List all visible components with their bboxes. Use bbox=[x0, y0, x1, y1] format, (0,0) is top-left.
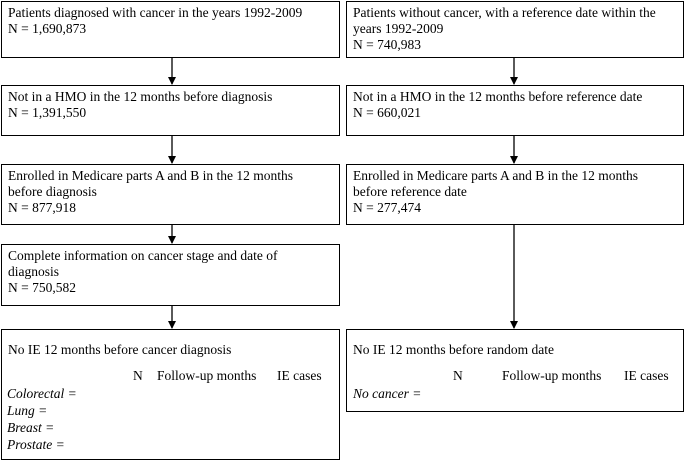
final-title: No IE 12 months before random date bbox=[353, 342, 554, 357]
text-line: Enrolled in Medicare parts A and B in the 12 months bbox=[353, 168, 638, 183]
header-follow-up: Follow-up months bbox=[502, 368, 602, 383]
count-line: N = 1,690,873 bbox=[8, 21, 87, 36]
text-line: Not in a HMO in the 12 months before diagnosis bbox=[8, 89, 273, 104]
count-line: N = 277,474 bbox=[353, 200, 421, 215]
right-box-medicare bbox=[346, 164, 684, 225]
header-ie-cases: IE cases bbox=[624, 368, 669, 383]
count-line: N = 660,021 bbox=[353, 105, 421, 120]
right-box-not-hmo bbox=[346, 85, 684, 136]
row-label: No cancer = bbox=[353, 386, 422, 401]
text-line: Enrolled in Medicare parts A and B in the 12 months bbox=[8, 168, 293, 183]
text-line: years 1992-2009 bbox=[353, 21, 444, 36]
row-label: Prostate = bbox=[7, 437, 65, 452]
count-line: N = 877,918 bbox=[8, 200, 76, 215]
header-n: N bbox=[133, 368, 143, 383]
text-line: Not in a HMO in the 12 months before reference date bbox=[353, 89, 643, 104]
left-box-diagnosed bbox=[1, 1, 340, 58]
text-line: before diagnosis bbox=[8, 184, 97, 199]
count-line: N = 1,391,550 bbox=[8, 105, 87, 120]
text-line: Patients diagnosed with cancer in the years 1992-2009 bbox=[8, 5, 303, 20]
row-label: Lung = bbox=[7, 403, 48, 418]
left-box-complete-info bbox=[1, 244, 340, 306]
final-title: No IE 12 months before cancer diagnosis bbox=[8, 342, 232, 357]
right-box-without-cancer bbox=[346, 1, 684, 58]
left-box-medicare bbox=[1, 164, 340, 225]
header-n: N bbox=[453, 368, 463, 383]
text-line: before reference date bbox=[353, 184, 467, 199]
count-line: N = 750,582 bbox=[8, 280, 76, 295]
text-line: diagnosis bbox=[8, 264, 60, 279]
header-follow-up: Follow-up months bbox=[157, 368, 257, 383]
row-label: Colorectal = bbox=[7, 386, 77, 401]
count-line: N = 740,983 bbox=[353, 37, 421, 52]
row-label: Breast = bbox=[7, 420, 55, 435]
left-box-not-hmo bbox=[1, 85, 340, 136]
text-line: Patients without cancer, with a reference date within the bbox=[353, 5, 656, 20]
header-ie-cases: IE cases bbox=[277, 368, 322, 383]
text-line: Complete information on cancer stage and date of bbox=[8, 248, 278, 263]
